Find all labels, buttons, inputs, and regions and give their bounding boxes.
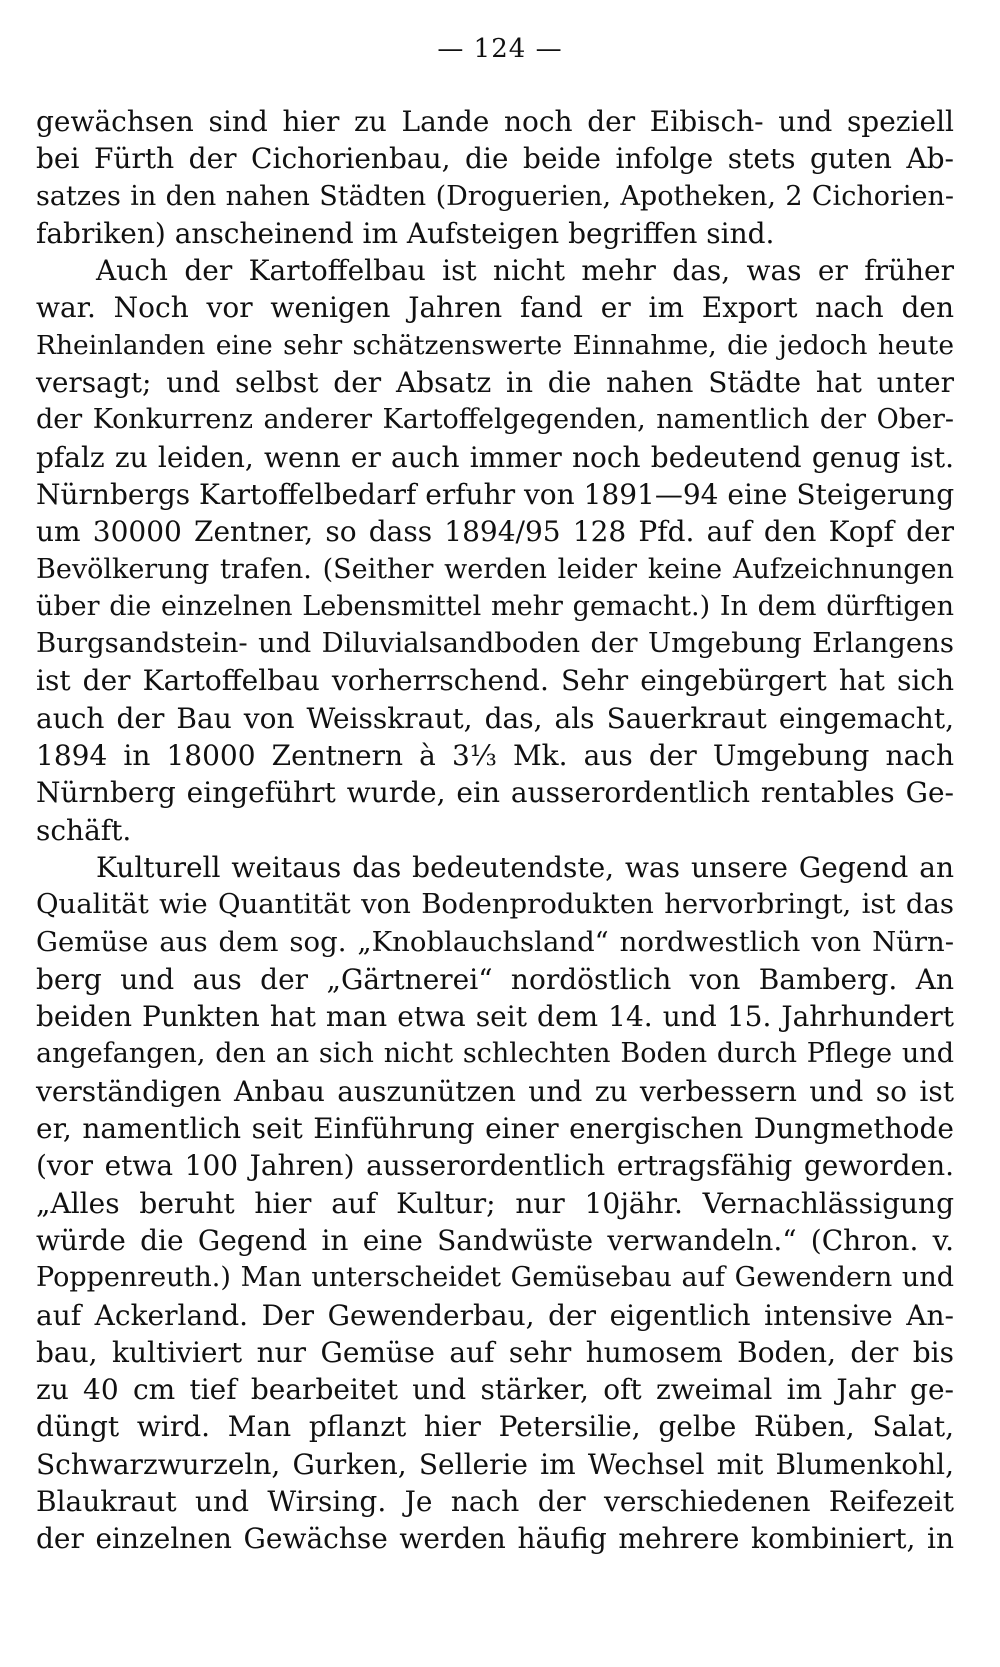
text-line: (vor etwa 100 Jahren) ausserordentlich ertragsfähig geworden. <box>36 1149 954 1183</box>
text-line: Burgsandstein- und Diluvialsandboden der Umgebung Erlangens <box>36 627 954 660</box>
text-line: bei Fürth der Cichorienbau, die beide infolge stets guten Ab- <box>36 142 954 176</box>
body-text <box>36 103 954 1558</box>
page-number: — 124 — <box>437 34 563 64</box>
text-line: Gemüse aus dem sog. „Knoblauchsland“ nordwestlich von Nürn- <box>36 925 954 958</box>
text-line: um 30000 Zentner, so dass 1894/95 128 Pfd. auf den Kopf der <box>36 515 954 549</box>
text-line: berg und aus der „Gärtnerei“ nordöstlich von Bamberg. An <box>36 962 954 996</box>
text-line: Schwarzwurzeln, Gurken, Sellerie im Wechsel mit Blumenkohl, <box>36 1447 954 1481</box>
text-line: war. Noch vor wenigen Jahren fand er im Export nach den <box>36 291 954 325</box>
text-line: würde die Gegend in eine Sandwüste verwandeln.“ (Chron. v. <box>36 1223 954 1257</box>
text-line: versagt; und selbst der Absatz in die nahen Städte hat unter <box>36 366 954 400</box>
text-line: pfalz zu leiden, wenn er auch immer noch bedeutend genug ist. <box>36 440 954 474</box>
text-line: bau, kultiviert nur Gemüse auf sehr humosem Boden, der bis <box>36 1335 954 1369</box>
text-line: „Alles beruht hier auf Kultur; nur 10jähr. Vernachlässigung <box>36 1186 954 1220</box>
text-line: fabriken) anscheinend im Aufsteigen begriffen sind. <box>36 216 775 250</box>
text-line: auch der Bau von Weisskraut, das, als Sauerkraut eingemacht, <box>36 701 954 735</box>
text-line: Poppenreuth.) Man unterscheidet Gemüsebau auf Gewendern und <box>36 1262 954 1294</box>
text-line: der Konkurrenz anderer Kartoffelgegenden, namentlich der Ober- <box>36 404 954 436</box>
text-line: Blaukraut und Wirsing. Je nach der verschiedenen Reifezeit <box>36 1484 954 1518</box>
text-line: der einzelnen Gewächse werden häufig mehrere kombiniert, in <box>36 1522 954 1556</box>
text-line: Qualität wie Quantität von Bodenprodukten hervorbringt, ist das <box>36 888 954 921</box>
text-line: verständigen Anbau auszunützen und zu verbessern und so ist <box>36 1074 954 1108</box>
text-line: er, namentlich seit Einführung einer energischen Dungmethode <box>36 1112 954 1146</box>
text-line: ist der Kartoffelbau vorherrschend. Sehr eingebürgert hat sich <box>36 664 954 698</box>
text-line: über die einzelnen Lebensmittel mehr gemacht.) In dem dürftigen <box>36 590 954 622</box>
text-line: Nürnbergs Kartoffelbedarf erfuhr von 1891—94 eine Steigerung <box>36 477 955 511</box>
text-line: angefangen, den an sich nicht schlechten Boden durch Pflege und <box>36 1038 954 1070</box>
text-line: Nürnberg eingeführt wurde, ein ausserordentlich rentables Ge- <box>36 776 954 810</box>
text-line: Kulturell weitaus das bedeutendste, was unsere Gegend an <box>96 850 954 884</box>
text-line: gewächsen sind hier zu Lande noch der Eibisch- und speziell <box>36 105 954 138</box>
text-line: Bevölkerung trafen. (Seither werden leider keine Aufzeichnungen <box>36 553 954 585</box>
text-line: satzes in den nahen Städten (Droguerien, Apotheken, 2 Cichorien- <box>36 180 954 212</box>
text-line: Rheinlanden eine sehr schätzenswerte Einnahme, die jedoch heute <box>36 329 954 361</box>
text-line: 1894 in 18000 Zentnern à 3⅓ Mk. aus der Umgebung nach <box>36 739 954 773</box>
text-line: düngt wird. Man pflanzt hier Petersilie, gelbe Rüben, Salat, <box>36 1410 954 1444</box>
text-line: zu 40 cm tief bearbeitet und stärker, oft zweimal im Jahr ge- <box>36 1373 954 1407</box>
text-line: auf Ackerland. Der Gewenderbau, der eigentlich intensive An- <box>36 1298 954 1332</box>
text-line: schäft. <box>36 813 132 847</box>
text-line: Auch der Kartoffelbau ist nicht mehr das, was er früher <box>96 254 954 288</box>
text-line: beiden Punkten hat man etwa seit dem 14. und 15. Jahrhundert <box>36 1000 954 1034</box>
